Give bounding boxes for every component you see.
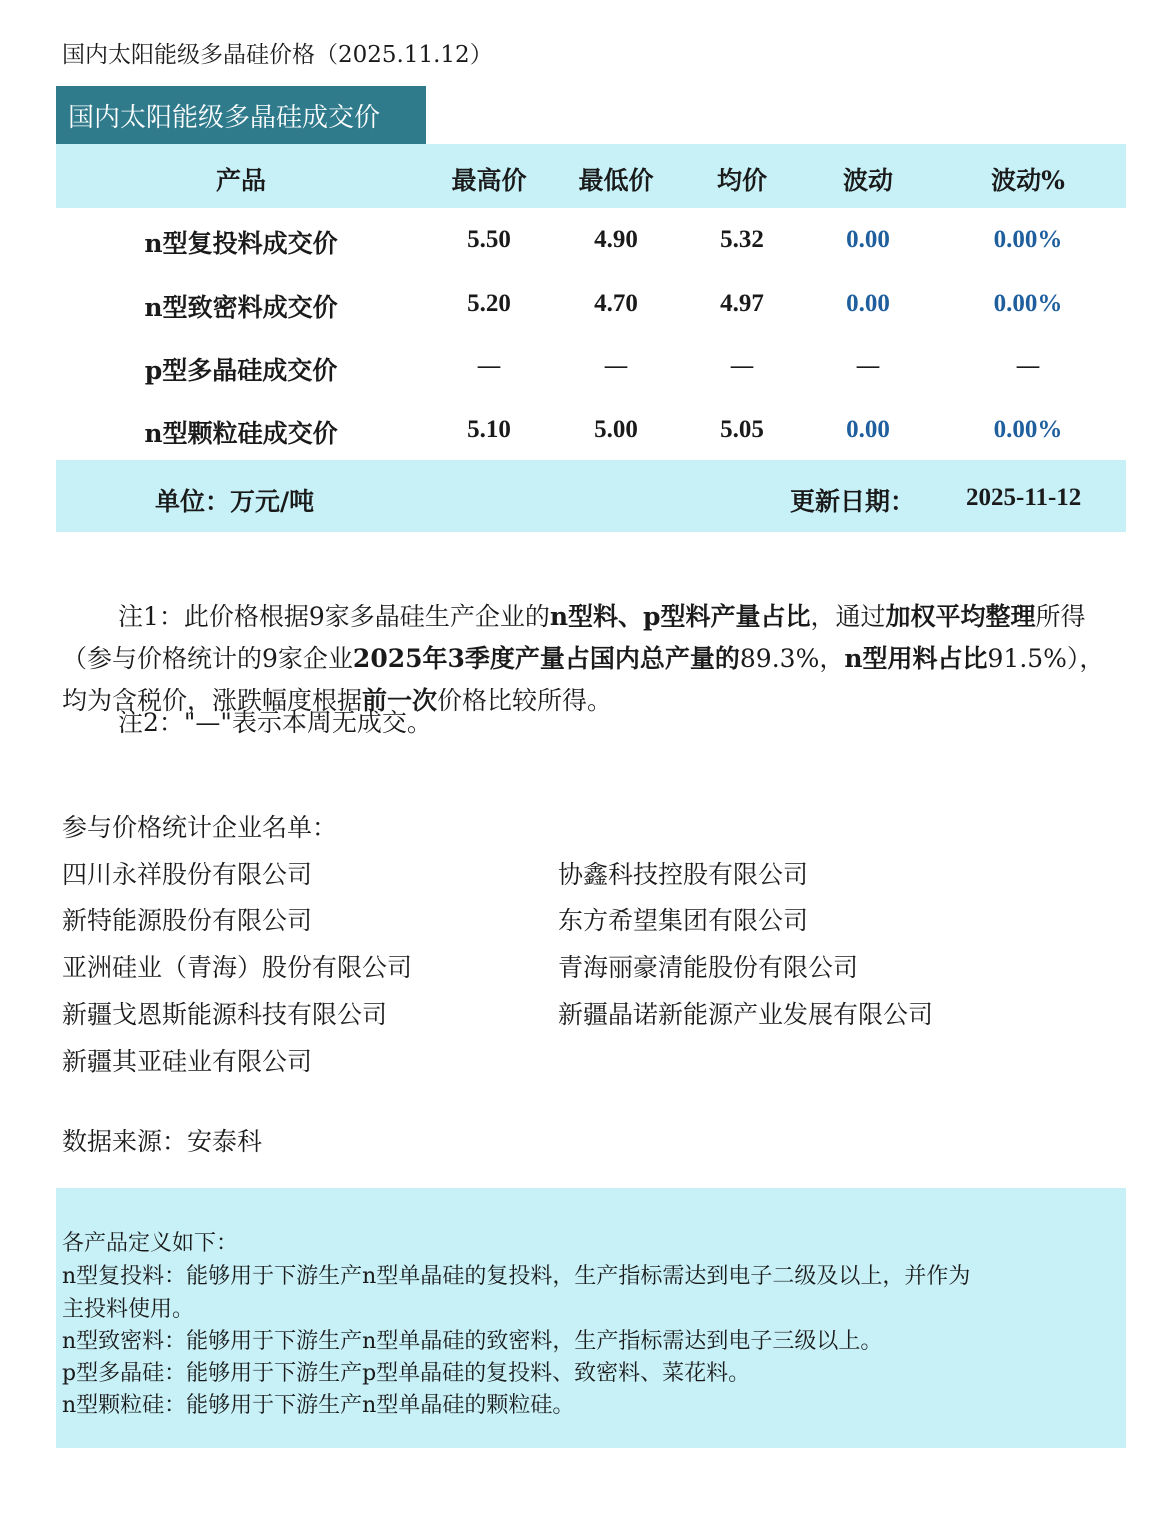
header-change-pct: 波动% [991, 166, 1065, 195]
company-item: 新疆戈恩斯能源科技有限公司 [62, 1000, 388, 1029]
definition-line: p型多晶硅：能够用于下游生产p型单晶硅的复投料、致密料、菜花料。 [62, 1361, 751, 1386]
row-low: 4.70 [594, 290, 638, 317]
company-item: 青海丽豪清能股份有限公司 [558, 953, 859, 982]
row-change-pct: 0.00% [993, 416, 1063, 443]
row-change-pct: 0.00% [993, 290, 1063, 317]
row-change: 0.00 [846, 290, 890, 317]
header-low: 最低价 [578, 166, 654, 195]
note-2: 注2："—"表示本周无成交。 [118, 708, 432, 737]
row-high: — [476, 351, 502, 380]
company-item: 协鑫科技控股有限公司 [558, 860, 809, 889]
row-change: 0.00 [846, 226, 890, 253]
row-low: — [603, 351, 629, 380]
price-tab[interactable] [56, 86, 426, 144]
company-item: 新疆晶诺新能源产业发展有限公司 [558, 1000, 934, 1029]
row-avg: 4.97 [720, 290, 764, 317]
row-change-pct: 0.00% [993, 226, 1063, 253]
company-item: 新特能源股份有限公司 [62, 906, 313, 935]
definition-line: n型致密料：能够用于下游生产n型单晶硅的致密料，生产指标需达到电子三级以上。 [62, 1329, 883, 1354]
note-1: 注1：此价格根据9家多晶硅生产企业的n型料、p型料产量占比，通过加权平均整理所得（参与价格统计的9家企业2025年3季度产量占国内总产量的89.3%，n型用料占比91.5%），均为含税价，涨跌幅度根据前一次价格比较所得。 [62, 602, 1105, 715]
header-change: 波动 [842, 166, 894, 195]
row-high: 5.50 [467, 226, 511, 253]
row-low: 4.90 [594, 226, 638, 253]
company-list-heading: 参与价格统计企业名单： [62, 813, 338, 842]
definition-line: n型复投料：能够用于下游生产n型单晶硅的复投料，生产指标需达到电子二级及以上，并作为 [62, 1264, 971, 1289]
page-title: 国内太阳能级多晶硅价格（2025.11.12） [62, 42, 493, 68]
row-avg: 5.05 [720, 416, 764, 443]
row-high: 5.20 [467, 290, 511, 317]
header-product: 产品 [215, 166, 267, 195]
row-avg: — [729, 351, 755, 380]
definitions-heading: 各产品定义如下： [62, 1231, 239, 1256]
price-tab-label: 国内太阳能级多晶硅成交价 [68, 102, 381, 133]
row-change: 0.00 [846, 416, 890, 443]
company-item: 四川永祥股份有限公司 [62, 860, 313, 889]
row-product: p型多晶硅成交价 [144, 356, 338, 385]
row-avg: 5.32 [720, 226, 764, 253]
unit-label: 单位：万元/吨 [155, 487, 315, 516]
header-avg: 均价 [716, 166, 768, 195]
row-low: 5.00 [594, 416, 638, 443]
row-change: — [855, 351, 881, 380]
row-high: 5.10 [467, 416, 511, 443]
data-source: 数据来源：安泰科 [62, 1127, 263, 1156]
update-date: 2025-11-12 [966, 484, 1082, 511]
company-item: 新疆其亚硅业有限公司 [62, 1047, 313, 1076]
company-item: 东方希望集团有限公司 [558, 906, 809, 935]
row-product: n型致密料成交价 [144, 293, 338, 322]
header-high: 最高价 [451, 166, 527, 195]
definition-line: n型颗粒硅：能够用于下游生产n型单晶硅的颗粒硅。 [62, 1393, 575, 1418]
company-item: 亚洲硅业（青海）股份有限公司 [62, 953, 413, 982]
definition-line: 主投料使用。 [62, 1297, 195, 1322]
update-label: 更新日期： [790, 487, 916, 516]
row-product: n型颗粒硅成交价 [144, 419, 338, 448]
row-product: n型复投料成交价 [144, 229, 338, 258]
row-change-pct: — [1015, 351, 1041, 380]
